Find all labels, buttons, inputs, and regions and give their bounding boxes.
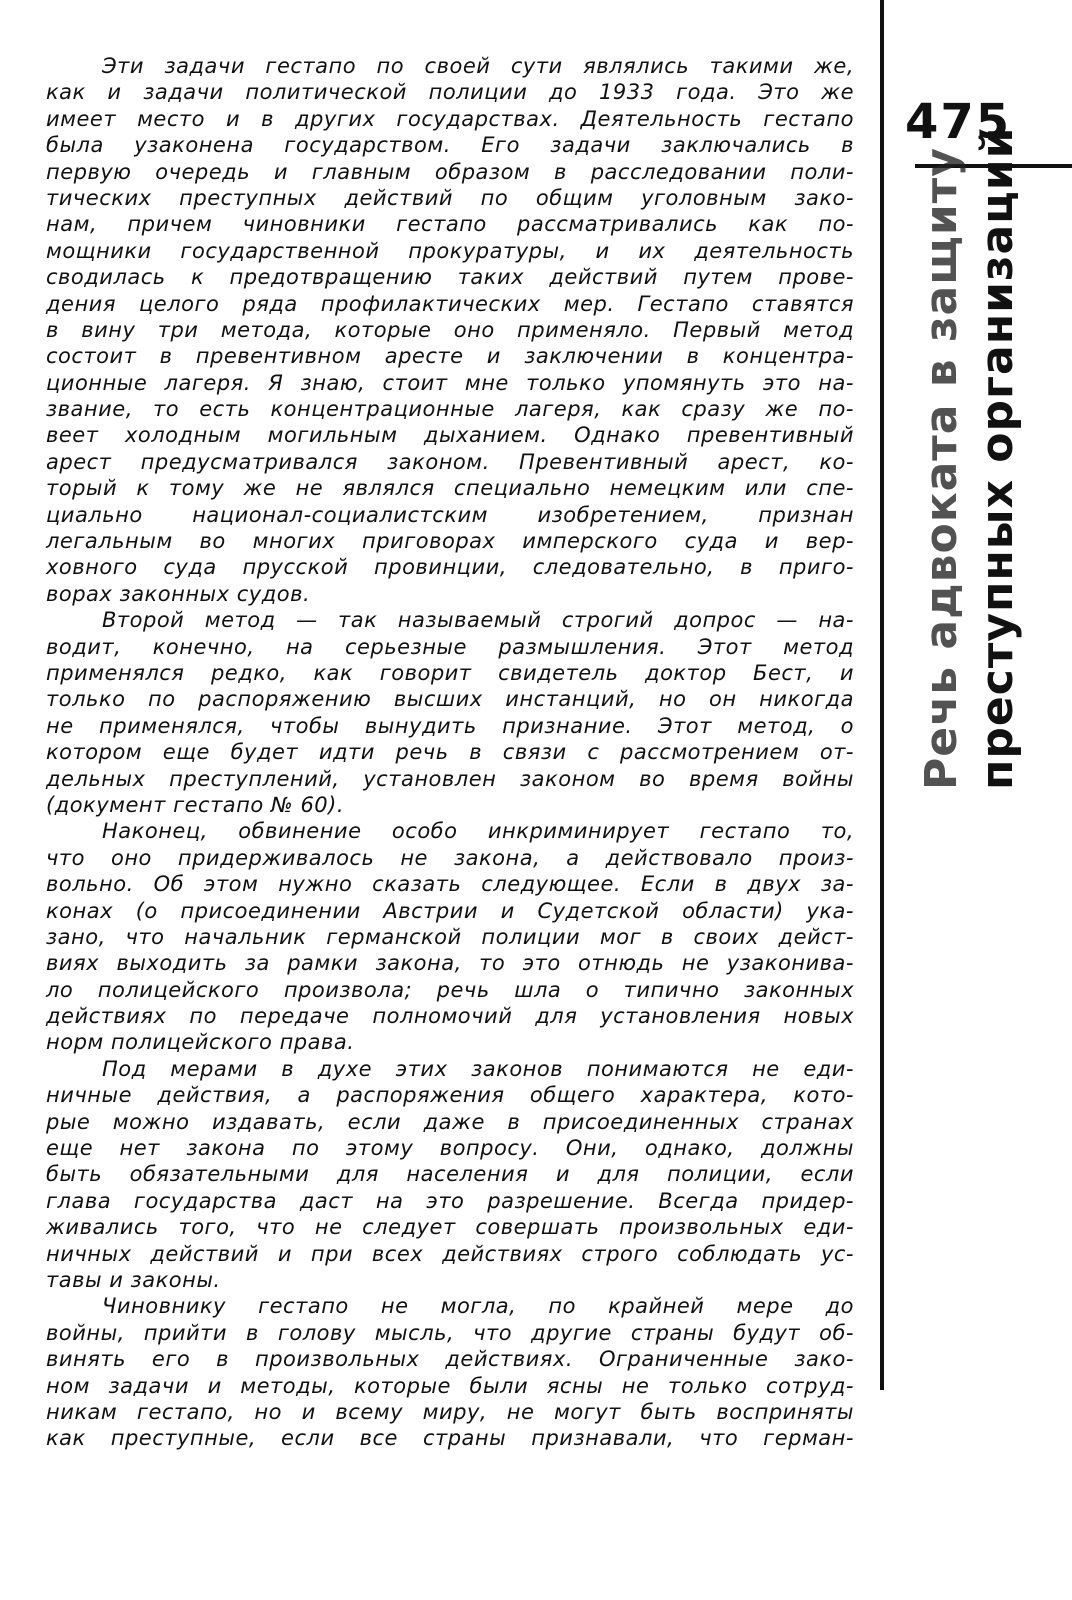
text-line: виях выходить за рамки закона, то это отнюдь не узаконива- xyxy=(46,951,854,976)
text-line: ворах законных судов. xyxy=(46,581,311,606)
text-line: водит, конечно, на серьезные размышления. Этот метод xyxy=(46,634,854,659)
text-line: Наконец, обвинение особо инкриминирует гестапо то, xyxy=(102,819,854,844)
text-line: винять его в произвольных действиях. Ограниченные зако- xyxy=(46,1347,854,1372)
text-line: Эти задачи гестапо по своей сути являлись такими же, xyxy=(102,54,854,78)
text-line: состоит в превентивном аресте и заключении в концентра- xyxy=(46,344,854,369)
side-title-line-2: преступных организаций xyxy=(972,126,1023,790)
text-line: сводилась к предотвращению таких действий путем прове- xyxy=(46,265,854,290)
text-line: веет холодным могильным дыханием. Однако превентивный xyxy=(46,423,854,448)
text-line: как и задачи политической полиции до 1933 года. Это же xyxy=(46,80,854,105)
text-line: не применялся, чтобы вынудить признание. Этот метод, о xyxy=(46,713,854,738)
text-line: циально национал-социалистским изобретением, признан xyxy=(46,502,854,527)
text-line: имеет место и в других государствах. Деятельность гестапо xyxy=(46,106,854,131)
text-line: Под мерами в духе этих законов понимаются не еди- xyxy=(102,1056,854,1081)
side-title-line-1: Речь адвоката в защиту xyxy=(916,147,967,790)
text-line: тавы и законы. xyxy=(46,1267,221,1292)
text-line: ло полицейского произвола; речь шла о типично законных xyxy=(46,977,854,1002)
text-line: конах (о присоединении Австрии и Судетской области) ука- xyxy=(46,898,854,923)
text-line: арест предусматривался законом. Превентивный арест, ко- xyxy=(46,449,854,474)
text-line: что оно придерживалось не закона, а действовало произ- xyxy=(46,845,854,870)
text-line: была узаконена государством. Его задачи заключались в xyxy=(46,133,854,158)
text-line: ционные лагеря. Я знаю, стоит мне только упомянуть это на- xyxy=(46,370,854,395)
text-line: войны, прийти в голову мысль, что другие страны будут об- xyxy=(46,1320,854,1345)
vertical-rule xyxy=(880,0,884,1390)
text-line: котором еще будет идти речь в связи с рассмотрением от- xyxy=(46,740,854,765)
text-line: быть обязательными для населения и для полиции, если xyxy=(46,1162,854,1187)
page-number: 475 xyxy=(905,94,1012,150)
text-line: нам, причем чиновники гестапо рассматривались как по- xyxy=(46,212,854,237)
text-line: Чиновнику гестапо не могла, по крайней мере до xyxy=(102,1294,854,1319)
text-line: норм полицейского права. xyxy=(46,1030,355,1055)
text-line: ничных действий и при всех действиях строго соблюдать ус- xyxy=(46,1241,854,1266)
text-line: рые можно издавать, если даже в присоединенных странах xyxy=(46,1109,854,1134)
text-line: применялся редко, как говорит свидетель доктор Бест, и xyxy=(46,660,854,685)
text-line: действиях по передаче полномочий для установления новых xyxy=(46,1004,854,1029)
text-line: ховного суда прусской провинции, следовательно, в приго- xyxy=(46,555,854,580)
text-line: зано, что начальник германской полиции мог в своих дейст- xyxy=(46,924,854,949)
text-line: ничные действия, а распоряжения общего характера, кото- xyxy=(46,1083,854,1108)
text-line: только по распоряжению высших инстанций, но он никогда xyxy=(46,687,854,712)
text-line: живались того, что не следует совершать произвольных еди- xyxy=(46,1215,854,1240)
text-line: как преступные, если все страны признавали, что герман- xyxy=(46,1426,854,1451)
text-line: звание, то есть концентрационные лагеря, как сразу же по- xyxy=(46,397,854,422)
body-text xyxy=(46,53,854,1452)
text-line: легальным во многих приговорах имперского суда и вер- xyxy=(46,529,854,554)
text-line: никам гестапо, но и всему миру, не могут быть восприняты xyxy=(46,1399,854,1424)
text-line: мощники государственной прокуратуры, и их деятельность xyxy=(46,238,854,263)
text-line: Второй метод — так называемый строгий допрос — на- xyxy=(102,608,854,633)
text-line: торый к тому же не являлся специально немецким или спе- xyxy=(46,476,854,501)
text-line: в вину три метода, которые оно применяло. Первый метод xyxy=(46,317,854,342)
text-line: дельных преступлений, установлен законом во время войны xyxy=(46,766,854,791)
text-line: вольно. Об этом нужно сказать следующее. Если в двух за- xyxy=(46,872,854,897)
text-line: тических преступных действий по общим уголовным зако- xyxy=(46,185,854,210)
text-line: еще нет закона по этому вопросу. Они, однако, должны xyxy=(46,1136,854,1161)
text-line: ном задачи и методы, которые были ясны не только сотруд- xyxy=(46,1373,854,1398)
text-line: дения целого ряда профилактических мер. Гестапо ставятся xyxy=(46,291,854,316)
text-line: глава государства даст на это разрешение. Всегда придер- xyxy=(46,1188,854,1213)
text-line: (документ гестапо № 60). xyxy=(46,792,345,817)
text-line: первую очередь и главным образом в расследовании поли- xyxy=(46,159,854,184)
